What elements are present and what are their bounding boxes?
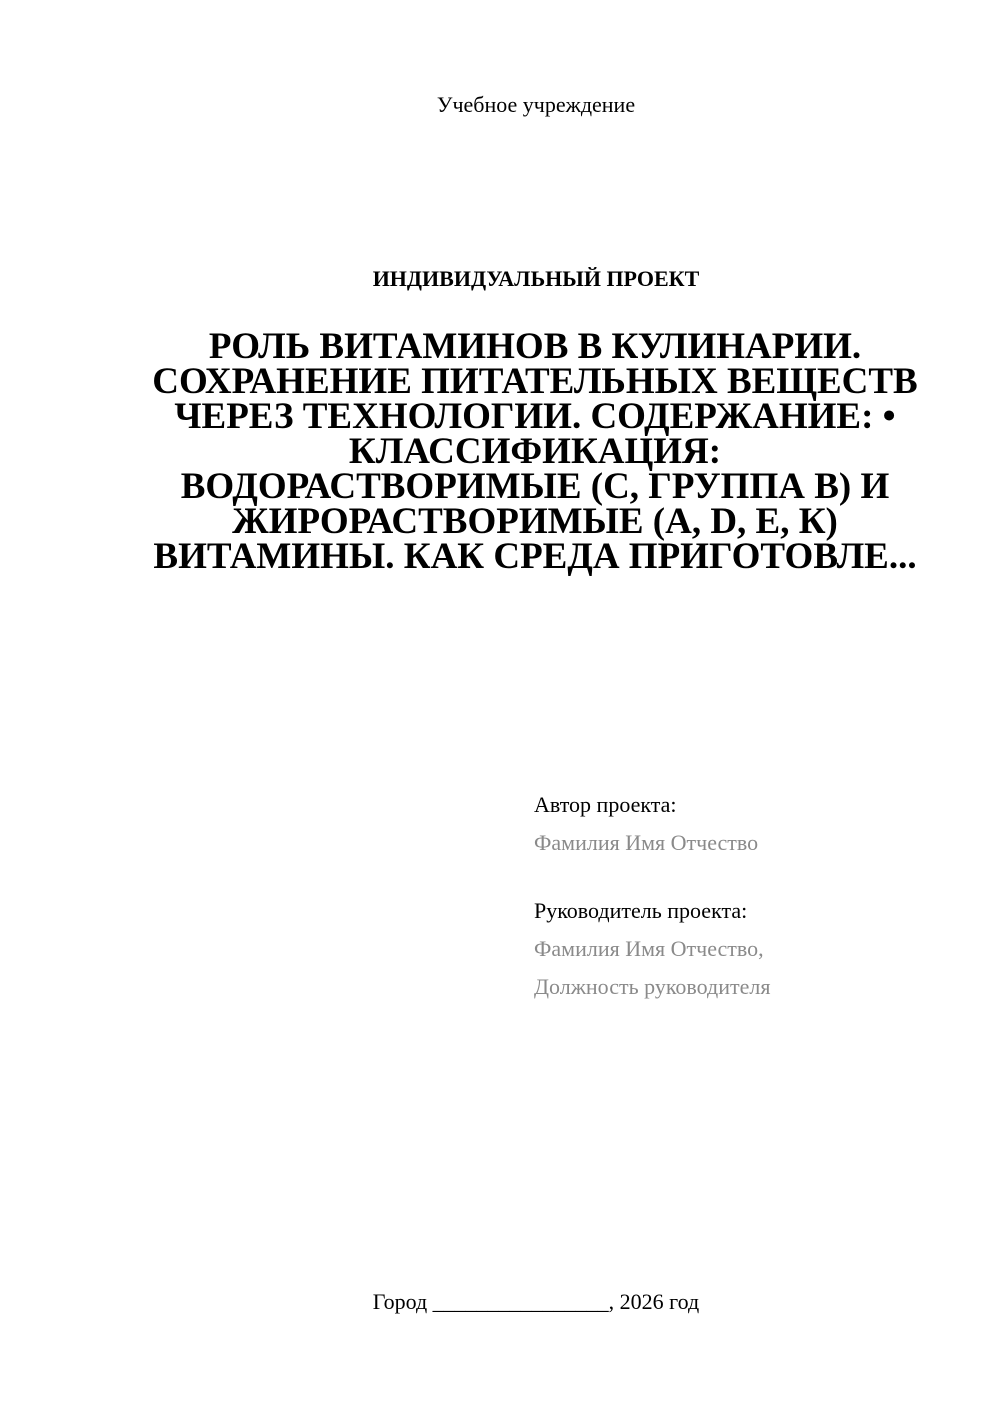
institution-name: Учебное учреждение (436, 92, 636, 117)
project-type: ИНДИВИДУАЛЬНЫЙ ПРОЕКТ (372, 266, 700, 291)
supervisor-label: Руководитель проекта: (534, 898, 748, 923)
author-label: Автор проекта: (534, 792, 677, 817)
project-title: РОЛЬ ВИТАМИНОВ В КУЛИНАРИИ. СОХРАНЕНИЕ ПИТАТЕЛЬНЫХ ВЕЩЕСТВ ЧЕРЕЗ ТЕХНОЛОГИИ. СОДЕРЖАНИЕ: • КЛАССИФИКАЦИЯ: ВОДОРАСТВОРИМЫЕ (С, ГРУППА В) И ЖИРОРАСТВОРИМЫЕ (А, D, Е, К) ВИТАМИНЫ. КАК СРЕДА ПРИГОТОВЛЕ... (152, 326, 918, 577)
city-year-line: Город ________________, 2026 год (372, 1289, 700, 1314)
supervisor-name: Фамилия Имя Отчество, (534, 936, 764, 961)
author-block (534, 786, 954, 862)
supervisor-position: Должность руководителя (534, 974, 771, 999)
supervisor-block (534, 892, 954, 1006)
author-name: Фамилия Имя Отчество (534, 830, 759, 855)
